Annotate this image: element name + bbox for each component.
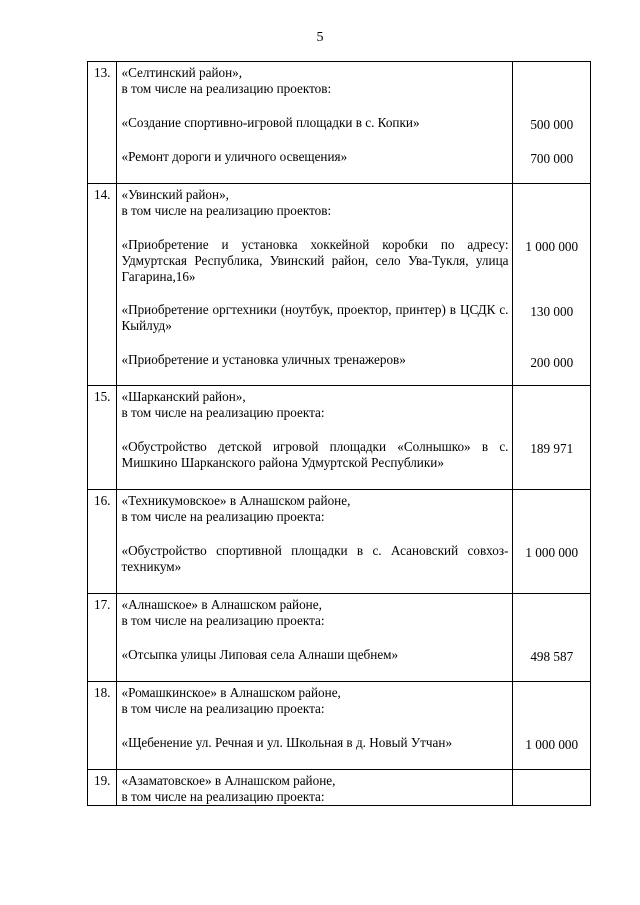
district-subtitle: в том числе на реализацию проекта: (121, 701, 325, 716)
row-number: 19. (88, 770, 117, 806)
table-row (88, 490, 591, 594)
table-row (88, 184, 591, 386)
row-description (117, 62, 513, 184)
table-body (88, 62, 591, 806)
row-description (117, 682, 513, 770)
row-description (117, 594, 513, 682)
table-row (88, 682, 591, 770)
project-amount: 200 000 (530, 355, 574, 370)
project-text: «Отсыпка улицы Липовая села Алнаши щебнем» (121, 647, 399, 662)
row-number: 14. (88, 184, 117, 386)
district-title: «Алнашское» в Алнашском районе, (121, 597, 322, 612)
district-subtitle: в том числе на реализацию проекта: (121, 613, 325, 628)
district-subtitle: в том числе на реализацию проекта: (121, 509, 325, 524)
district-subtitle: в том числе на реализацию проекта: (121, 789, 325, 804)
row-number: 15. (88, 386, 117, 490)
project-amount: 1 000 000 (525, 737, 579, 752)
table-row (88, 386, 591, 490)
project-text: «Приобретение и установка уличных тренажеров» (121, 352, 406, 367)
district-title: «Увинский район», (121, 187, 229, 202)
row-amounts (513, 770, 591, 806)
table-row (88, 770, 591, 806)
district-title: «Селтинский район», (121, 65, 243, 80)
project-amount: 1 000 000 (525, 545, 579, 560)
table-row (88, 594, 591, 682)
project-text: «Приобретение оргтехники (ноутбук, проектор, принтер) в ЦСДК с. Кыйлуд» (121, 302, 509, 333)
project-amount: 700 000 (530, 151, 574, 166)
project-amount: 189 971 (530, 441, 574, 456)
district-subtitle: в том числе на реализацию проектов: (121, 81, 332, 96)
district-subtitle: в том числе на реализацию проектов: (121, 203, 332, 218)
page-number: 5 (316, 30, 324, 45)
row-amounts (513, 594, 591, 682)
row-amounts (513, 490, 591, 594)
project-amount: 1 000 000 (525, 239, 579, 254)
allocation-table (87, 61, 591, 806)
row-description (117, 184, 513, 386)
row-description (117, 386, 513, 490)
row-amounts (513, 62, 591, 184)
row-amounts (513, 386, 591, 490)
row-number: 17. (88, 594, 117, 682)
row-description (117, 490, 513, 594)
project-amount: 500 000 (530, 117, 574, 132)
row-description (117, 770, 513, 806)
district-title: «Техникумовское» в Алнашском районе, (121, 493, 351, 508)
district-title: «Азаматовское» в Алнашском районе, (121, 773, 336, 788)
project-text: «Ремонт дороги и уличного освещения» (121, 149, 348, 164)
row-amounts (513, 184, 591, 386)
project-text: «Создание спортивно-игровой площадки в с. Копки» (121, 115, 420, 130)
project-amount: 130 000 (530, 304, 574, 319)
project-text: «Приобретение и установка хоккейной коробки по адресу: Удмуртская Республика, Увинский район, село Ува-Тукля, улица Гагарина,16» (121, 237, 509, 284)
row-amounts (513, 682, 591, 770)
project-text: «Щебенение ул. Речная и ул. Школьная в д. Новый Утчан» (121, 735, 453, 750)
district-subtitle: в том числе на реализацию проекта: (121, 405, 325, 420)
project-text: «Обустройство детской игровой площадки «Солнышко» в с. Мишкино Шарканского района Удмуртской Республики» (121, 439, 509, 470)
row-number: 16. (88, 490, 117, 594)
district-title: «Ромашкинское» в Алнашском районе, (121, 685, 341, 700)
project-text: «Обустройство спортивной площадки в с. Асановский совхоз-техникум» (121, 543, 509, 574)
district-title: «Шарканский район», (121, 389, 246, 404)
table-row (88, 62, 591, 184)
row-number: 13. (88, 62, 117, 184)
row-number: 18. (88, 682, 117, 770)
project-amount: 498 587 (530, 649, 574, 664)
